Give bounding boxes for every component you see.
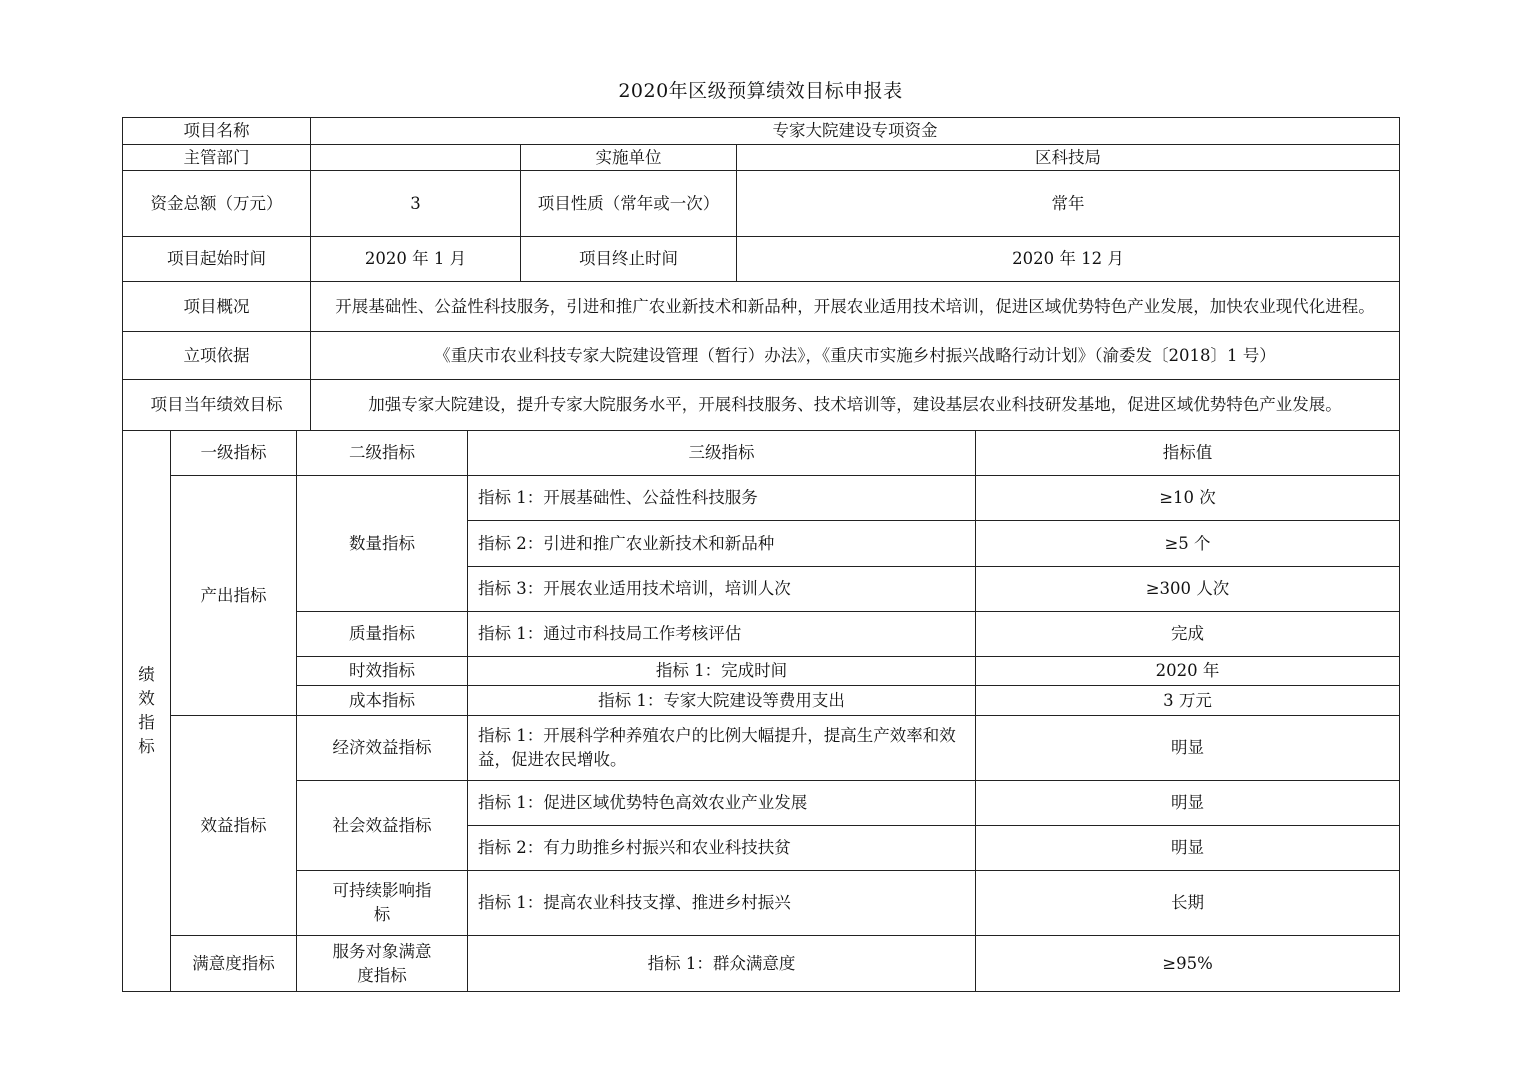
q2-value: ≥5 个 bbox=[976, 521, 1400, 567]
basis-value: 《重庆市农业科技专家大院建设管理（暂行）办法》，《重庆市实施乡村振兴战略行动计划》（渝委发〔2018〕1 号） bbox=[311, 332, 1400, 380]
nature-value: 常年 bbox=[737, 171, 1400, 237]
basis-label: 立项依据 bbox=[123, 332, 311, 380]
t1-text: 指标 1：完成时间 bbox=[468, 657, 976, 686]
header-value: 指标值 bbox=[976, 431, 1400, 476]
econ-label: 经济效益指标 bbox=[332, 738, 432, 757]
sa1-value: ≥95% bbox=[976, 936, 1400, 992]
end-value: 2020 年 12 月 bbox=[737, 237, 1400, 282]
sa1-text: 指标 1：群众满意度 bbox=[468, 936, 976, 992]
s1-value: 明显 bbox=[976, 781, 1400, 826]
row-period bbox=[123, 237, 1400, 282]
fund-value: 3 bbox=[311, 171, 521, 237]
project-info-table bbox=[122, 117, 1400, 431]
q3-value: ≥300 人次 bbox=[976, 567, 1400, 612]
su1-value: 长期 bbox=[976, 871, 1400, 936]
e1-text: 指标 1：开展科学种养殖农户的比例大幅提升，提高生产效率和效益，促进农民增收。 bbox=[478, 726, 956, 769]
quality-label: 质量指标 bbox=[297, 612, 468, 657]
dept-value bbox=[311, 145, 521, 171]
social-label: 社会效益指标 bbox=[332, 815, 432, 835]
impl-label: 实施单位 bbox=[521, 145, 737, 171]
indicator-header-row bbox=[123, 431, 1400, 476]
c1-value: 3 万元 bbox=[976, 686, 1400, 716]
row-basis bbox=[123, 332, 1400, 380]
s1-text: 指标 1：促进区域优势特色高效农业产业发展 bbox=[468, 781, 976, 826]
header-level2: 二级指标 bbox=[297, 431, 468, 476]
table-row bbox=[123, 781, 1400, 826]
goal-value: 加强专家大院建设，提升专家大院服务水平，开展科技服务、技术培训等，建设基层农业科技研发基地，促进区域优势特色产业发展。 bbox=[311, 380, 1400, 431]
e1-value: 明显 bbox=[976, 716, 1400, 781]
benefit-label: 效益指标 bbox=[171, 716, 297, 936]
service-label: 服务对象满意度指标 bbox=[332, 941, 432, 985]
goal-label: 项目当年绩效目标 bbox=[123, 380, 311, 431]
start-value: 2020 年 1 月 bbox=[311, 237, 521, 282]
table-row bbox=[123, 936, 1400, 992]
s2-text: 指标 2：有力助推乡村振兴和农业科技扶贫 bbox=[468, 826, 976, 871]
page-title: 2020年区级预算绩效目标申报表 bbox=[618, 80, 903, 102]
start-label: 项目起始时间 bbox=[123, 237, 311, 282]
q1-text: 指标 1：开展基础性、公益性科技服务 bbox=[468, 476, 976, 521]
row-goal bbox=[123, 380, 1400, 431]
nature-label: 项目性质（常年或一次） bbox=[537, 193, 720, 213]
output-label: 产出指标 bbox=[171, 476, 297, 716]
project-name-label: 项目名称 bbox=[123, 118, 311, 145]
row-project-name bbox=[123, 118, 1400, 145]
indicator-table bbox=[122, 430, 1400, 992]
sustain-label: 可持续影响指标 bbox=[332, 881, 432, 924]
row-fund bbox=[123, 171, 1400, 237]
end-label: 项目终止时间 bbox=[521, 237, 737, 282]
q2-text: 指标 2：引进和推广农业新技术和新品种 bbox=[468, 521, 976, 567]
quantity-label: 数量指标 bbox=[297, 476, 468, 612]
q3-text: 指标 3：开展农业适用技术培训，培训人次 bbox=[468, 567, 976, 612]
overview-label: 项目概况 bbox=[123, 282, 311, 332]
su1-text: 指标 1：提高农业科技支撑、推进乡村振兴 bbox=[468, 871, 976, 936]
table-row bbox=[123, 871, 1400, 936]
table-row bbox=[123, 686, 1400, 716]
satisfaction-label: 满意度指标 bbox=[171, 936, 297, 992]
overview-value: 开展基础性、公益性科技服务，引进和推广农业新技术和新品种，开展农业适用技术培训，促进区域优势特色产业发展，加快农业现代化进程。 bbox=[311, 282, 1400, 332]
c1-text: 指标 1：专家大院建设等费用支出 bbox=[468, 686, 976, 716]
impl-value: 区科技局 bbox=[737, 145, 1400, 171]
cost-label: 成本指标 bbox=[297, 686, 468, 716]
t1-value: 2020 年 bbox=[976, 657, 1400, 686]
table-row bbox=[123, 657, 1400, 686]
s2-value: 明显 bbox=[976, 826, 1400, 871]
header-level1: 一级指标 bbox=[171, 431, 297, 476]
project-name-value: 专家大院建设专项资金 bbox=[311, 118, 1400, 145]
table-row bbox=[123, 612, 1400, 657]
table-row bbox=[123, 476, 1400, 521]
section-label: 绩效指标 bbox=[138, 665, 155, 756]
time-label: 时效指标 bbox=[297, 657, 468, 686]
ql1-value: 完成 bbox=[976, 612, 1400, 657]
table-row bbox=[123, 716, 1400, 781]
header-level3: 三级指标 bbox=[468, 431, 976, 476]
row-dept bbox=[123, 145, 1400, 171]
ql1-text: 指标 1：通过市科技局工作考核评估 bbox=[468, 612, 976, 657]
row-overview bbox=[123, 282, 1400, 332]
q1-value: ≥10 次 bbox=[976, 476, 1400, 521]
dept-label: 主管部门 bbox=[123, 145, 311, 171]
fund-label: 资金总额（万元） bbox=[123, 171, 311, 237]
